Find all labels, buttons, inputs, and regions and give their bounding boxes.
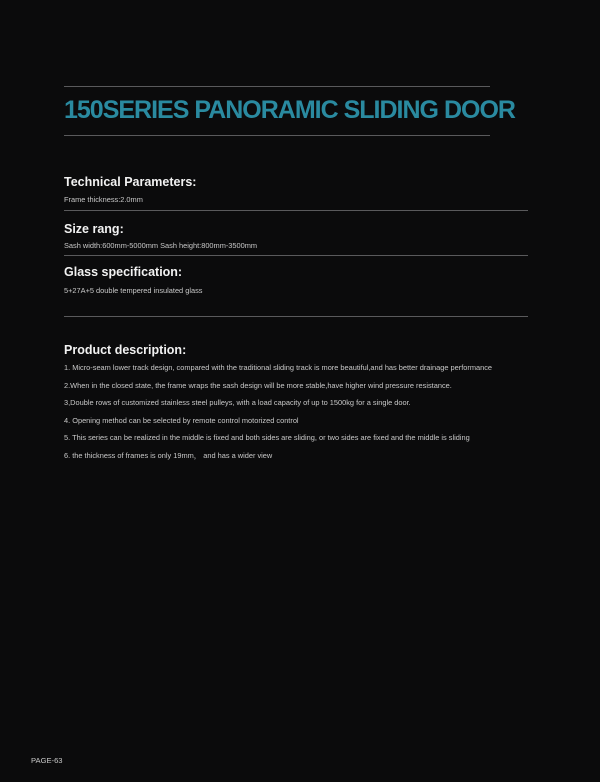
- frame-thickness-text: Frame thickness:2.0mm: [64, 195, 143, 204]
- description-item-2: 2.When in the closed state, the frame wraps the sash design will be more stable,have higher wind pressure resistance.: [64, 380, 452, 390]
- title-bottom-rule: [64, 135, 490, 136]
- description-item-1: 1. Micro-seam lower track design, compared with the traditional sliding track is more beautiful,and has better drainage performance: [64, 363, 493, 372]
- glass-divider: [64, 316, 528, 317]
- title-top-rule: [64, 86, 490, 87]
- technical-parameters-heading: Technical Parameters:: [64, 175, 197, 189]
- glass-specification-heading: Glass specification:: [64, 265, 183, 279]
- product-description-list: [64, 359, 534, 464]
- size-range-heading: Size rang:: [64, 222, 124, 236]
- technical-divider: [64, 210, 528, 211]
- page-number: PAGE-63: [31, 756, 63, 765]
- size-divider: [64, 255, 528, 256]
- description-item-6: 6. the thickness of frames is only 19mm， and has a wider view: [64, 450, 273, 460]
- product-description-heading: Product description:: [64, 343, 187, 357]
- glass-specification-text: 5+27A+5 double tempered insulated glass: [64, 286, 203, 295]
- page-title: 150SERIES PANORAMIC SLIDING DOOR: [64, 96, 515, 124]
- description-item-5: 5. This series can be realized in the middle is fixed and both sides are sliding, or two sides are fixed and the middle is sliding: [64, 433, 470, 442]
- description-item-4: 4. Opening method can be selected by remote control motorized control: [64, 415, 299, 425]
- description-item-3: 3,Double rows of customized stainless steel pulleys, with a load capacity of up to 1500kg for a single door.: [64, 398, 411, 407]
- sash-size-text: Sash width:600mm-5000mm Sash height:800mm-3500mm: [64, 241, 258, 250]
